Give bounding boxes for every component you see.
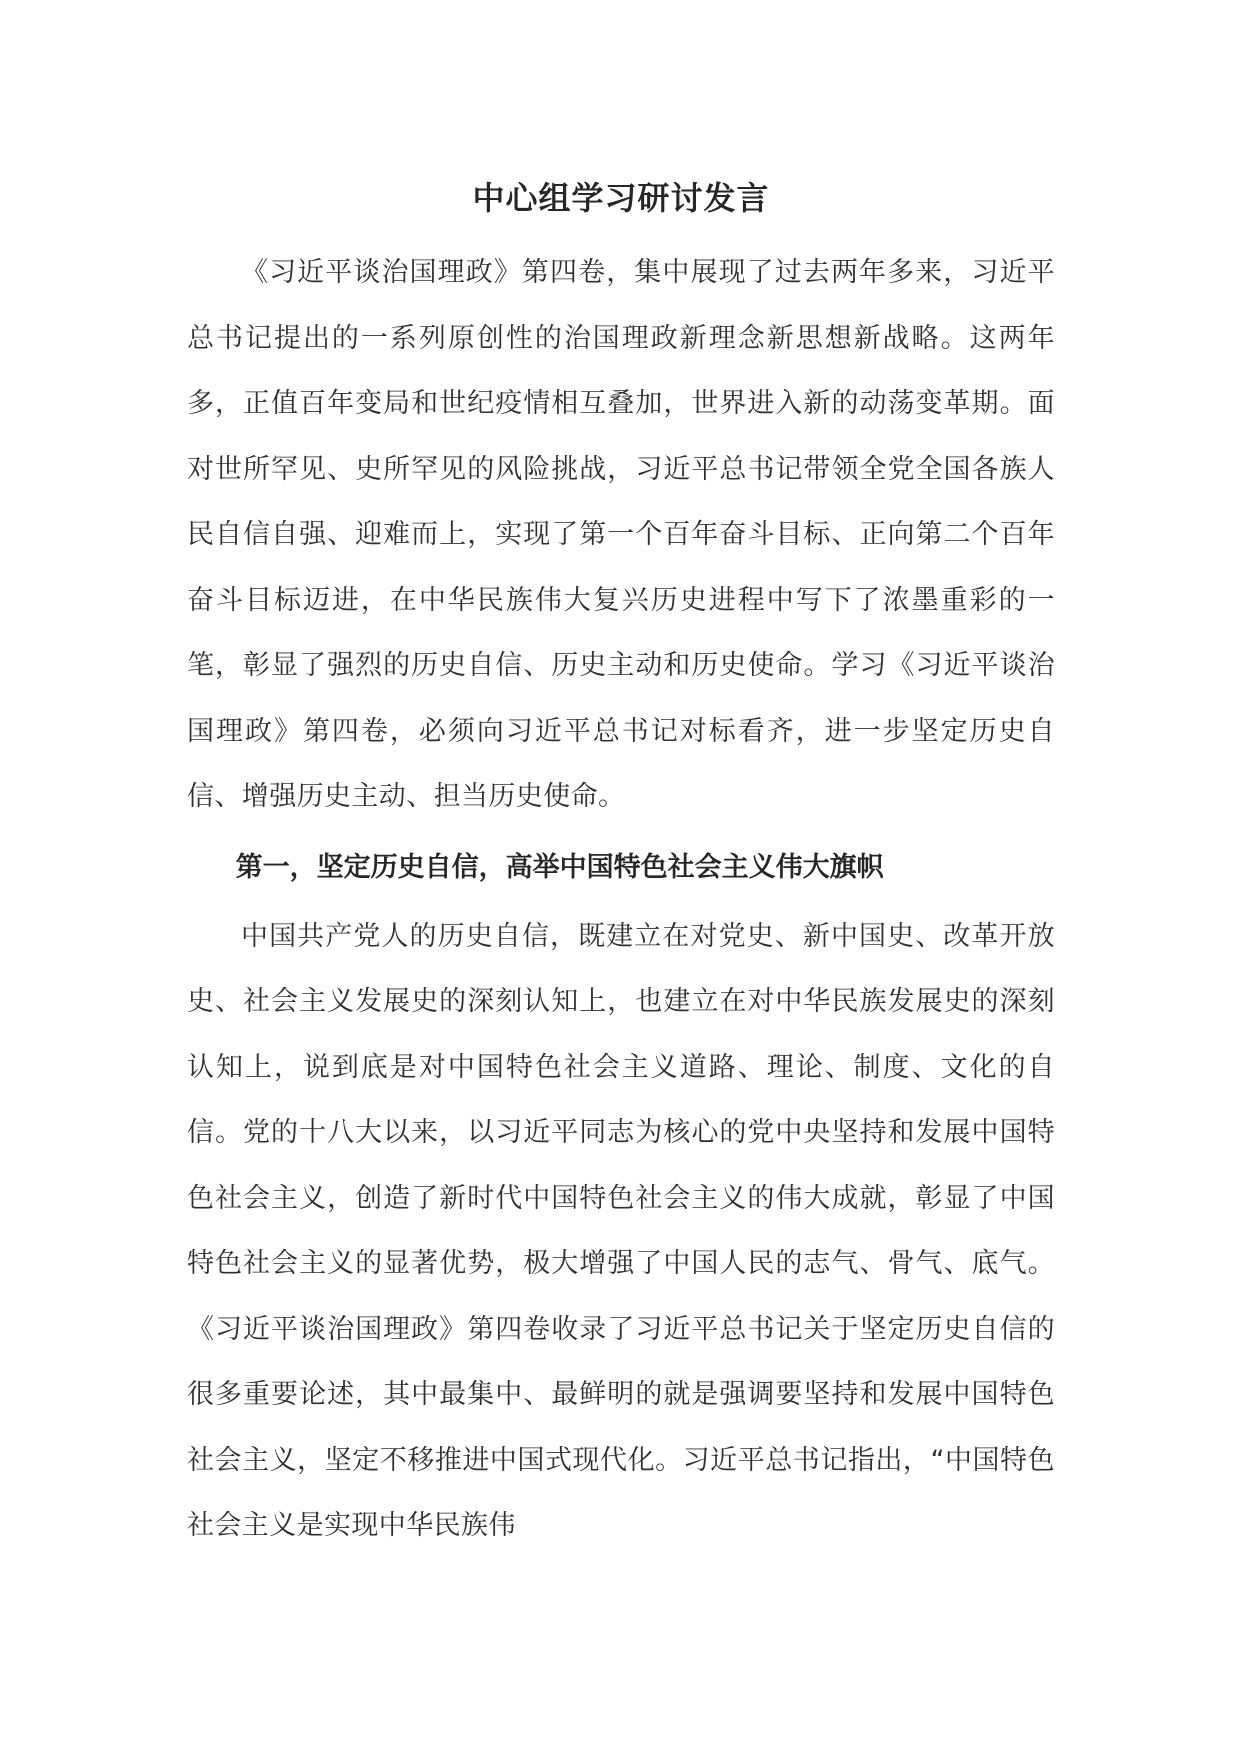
document-title: 中心组学习研讨发言: [472, 179, 770, 217]
intro-paragraph: 《习近平谈治国理政》第四卷，集中展现了过去两年多来，习近平总书记提出的一系列原创性的治国理政新理念新思想新战略。这两年多，正值百年变局和世纪疫情相互叠加，世界进入新的动荡变革期。面对世所罕见、史所罕见的风险挑战，习近平总书记带领全党全国各族人民自信自强、迎难而上，实现了第一个百年奋斗目标、正向第二个百年奋斗目标迈进，在中华民族伟大复兴历史进程中写下了浓墨重彩的一笔，彰显了强烈的历史自信、历史主动和历史使命。学习《习近平谈治国理政》第四卷，必须向习近平总书记对标看齐，进一步坚定历史自信、增强历史主动、担当历史使命。: [187, 257, 1055, 812]
document-page: [187, 170, 1055, 1559]
section-heading: 第一，坚定历史自信，高举中国特色社会主义伟大旗帜: [235, 851, 884, 883]
section-paragraph: 中国共产党人的历史自信，既建立在对党史、新中国史、改革开放史、社会主义发展史的深刻认知上，也建立在对中华民族发展史的深刻认知上，说到底是对中国特色社会主义道路、理论、制度、文化的自信。党的十八大以来，以习近平同志为核心的党中央坚持和发展中国特色社会主义，创造了新时代中国特色社会主义的伟大成就，彰显了中国特色社会主义的显著优势，极大增强了中国人民的志气、骨气、底气。《习近平谈治国理政》第四卷收录了习近平总书记关于坚定历史自信的很多重要论述，其中最集中、最鲜明的就是强调要坚持和发展中国特色社会主义，坚定不移推进中国式现代化。习近平总书记指出，“中国特色社会主义是实现中华民族伟: [187, 920, 1055, 1541]
